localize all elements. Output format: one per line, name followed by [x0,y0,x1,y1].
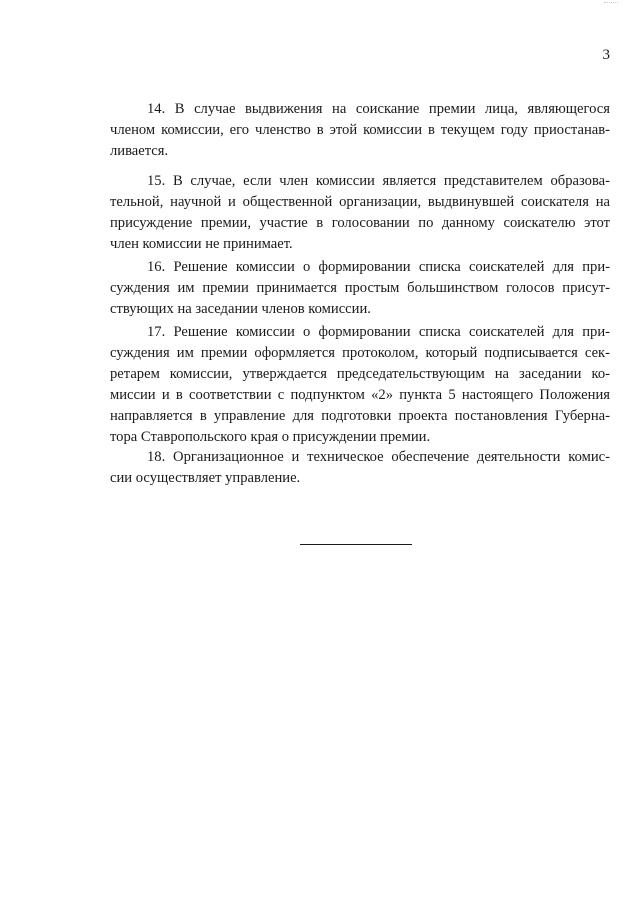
paragraph-line: тельной, научной и общественной организации, выдвинувшей соискателя на [110,194,610,210]
paragraph-line: 18. Организационное и техническое обеспечение деятельности комис- [147,449,610,465]
paragraph-line: присуждение премии, участие в голосовании по данному соискателю этот [110,215,610,231]
page-number: 3 [602,47,610,63]
paragraph-17 [110,322,610,448]
corner-mark [604,2,618,3]
paragraph-14 [110,99,610,162]
paragraph-line: суждения им премии оформляется протоколом, который подписывается сек- [110,345,610,361]
paragraph-line: ствующих на заседании членов комиссии. [110,301,371,317]
closing-separator-line [300,544,412,545]
paragraph-line: сии осуществляет управление. [110,470,301,486]
paragraph-16 [110,257,610,320]
paragraph-18 [110,447,610,489]
paragraph-line: 16. Решение комиссии о формировании списка соискателей для при- [147,259,610,275]
paragraph-15 [110,171,610,255]
paragraph-line: 17. Решение комиссии о формировании списка соискателей для при- [147,324,610,340]
paragraph-line: направляется в управление для подготовки проекта постановления Губерна- [110,408,610,424]
paragraph-line: членом комиссии, его членство в этой комиссии в текущем году приостанав- [110,122,610,138]
paragraph-line: ретарем комиссии, утверждается председательствующим на заседании ко- [110,366,610,382]
paragraph-line: 14. В случае выдвижения на соискание премии лица, являющегося [147,101,610,117]
paragraph-line: тора Ставропольского края о присуждении премии. [110,429,431,445]
paragraph-line: ливается. [110,143,169,159]
paragraph-line: суждения им премии принимается простым большинством голосов присут- [110,280,610,296]
paragraph-line: миссии и в соответствии с подпунктом «2» пункта 5 настоящего Положения [110,387,610,403]
paragraph-line: член комиссии не принимает. [110,236,293,252]
paragraph-line: 15. В случае, если член комиссии является представителем образова- [147,173,610,189]
